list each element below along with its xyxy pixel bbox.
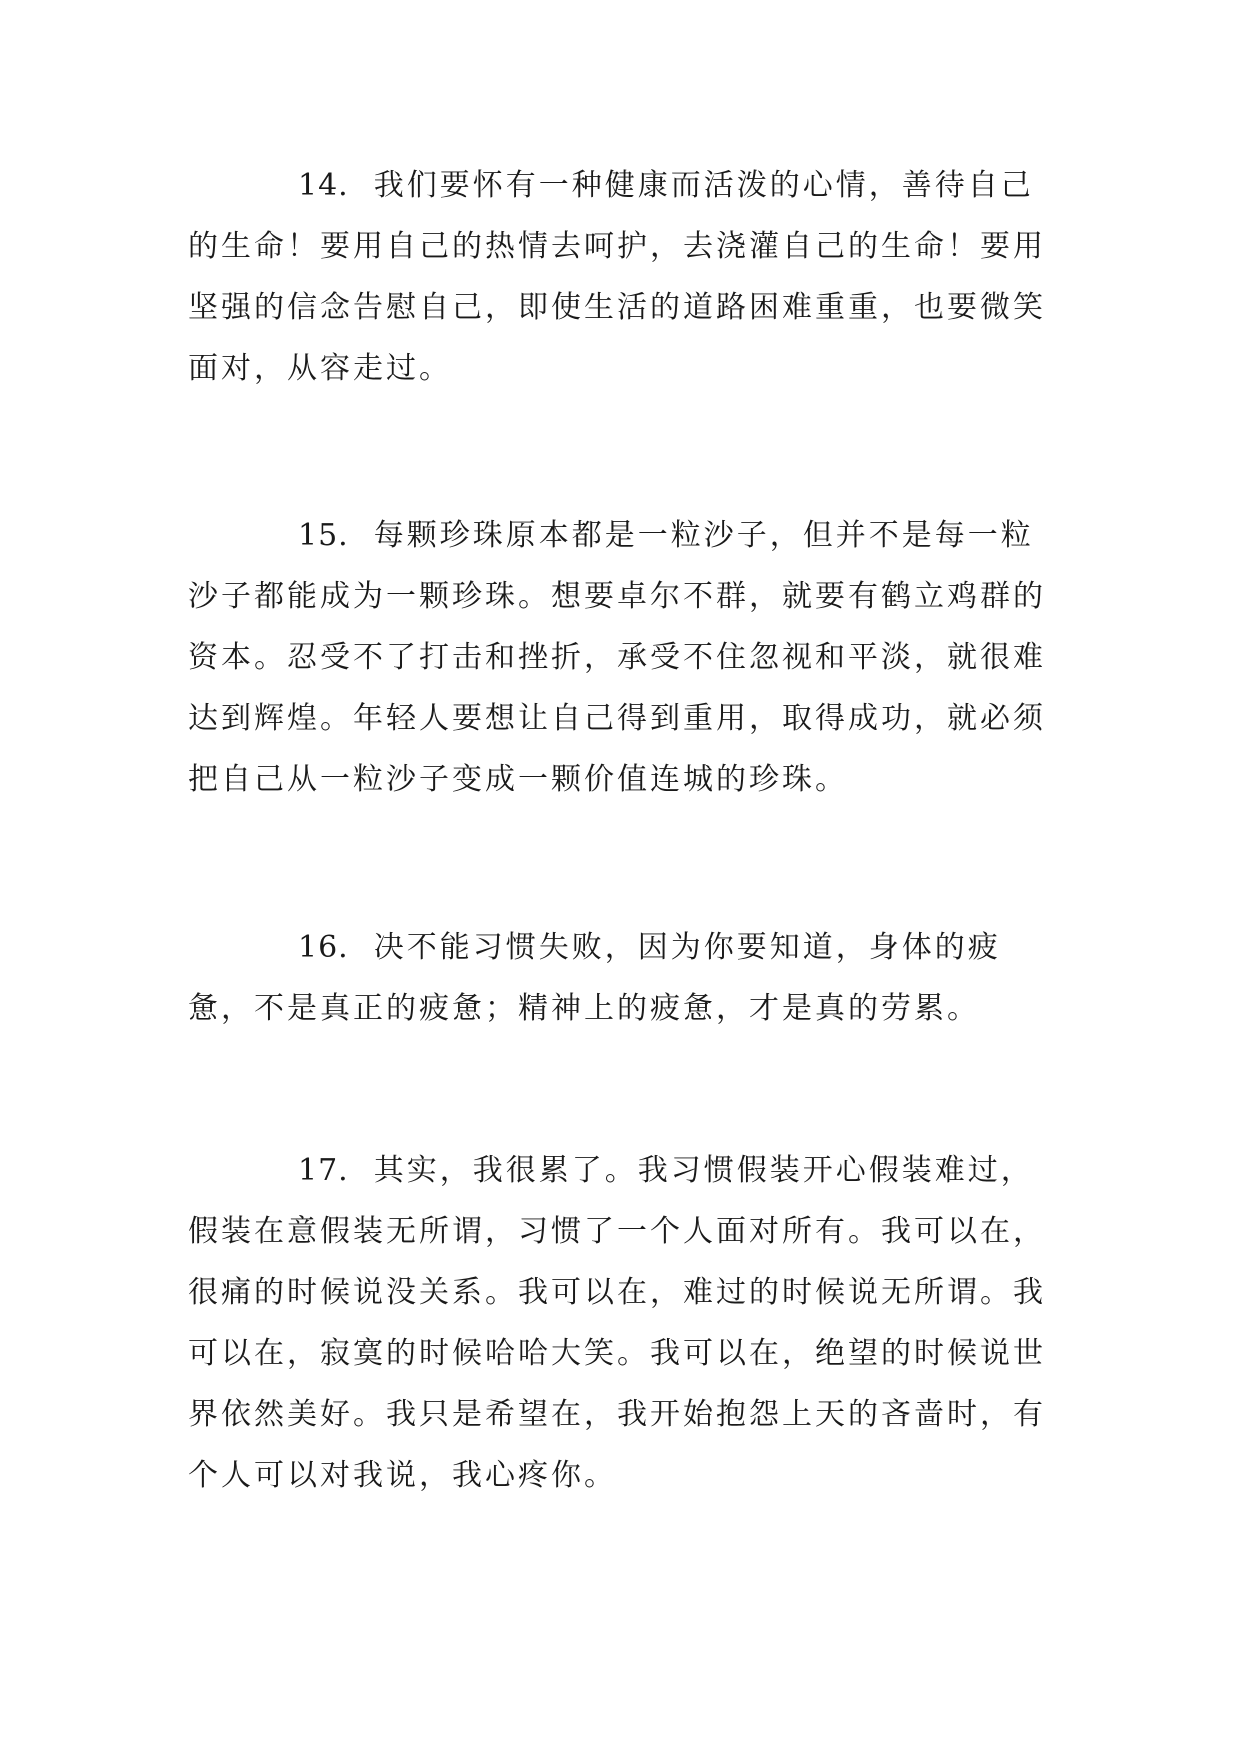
paragraph-number: 16. bbox=[298, 930, 349, 965]
paragraph-text: 每颗珍珠原本都是一粒沙子，但并不是每一粒沙子都能成为一颗珍珠。想要卓尔不群，就要有鹤立鸡群的资本。忍受不了打击和挫折，承受不住忽视和平淡，就很难达到辉煌。年轻人要想让自己得到重用，取得成功，就必须把自己从一粒沙子变成一颗价值连城的珍珠。 bbox=[188, 518, 1046, 797]
paragraph-14 bbox=[188, 155, 1064, 399]
paragraph-text: 我们要怀有一种健康而活泼的心情，善待自己的生命！要用自己的热情去呵护，去浇灌自己的生命！要用坚强的信念告慰自己，即使生活的道路困难重重，也要微笑面对，从容走过。 bbox=[188, 168, 1046, 386]
paragraph-16 bbox=[188, 917, 1064, 1039]
paragraph-number: 14. bbox=[298, 168, 349, 203]
paragraph-17 bbox=[188, 1140, 1064, 1506]
paragraph-text: 决不能习惯失败，因为你要知道，身体的疲惫，不是真正的疲惫；精神上的疲惫，才是真的劳累。 bbox=[188, 930, 1001, 1026]
paragraph-number: 17. bbox=[298, 1153, 349, 1188]
paragraph-text: 其实，我很累了。我习惯假装开心假装难过，假装在意假装无所谓，习惯了一个人面对所有。我可以在，很痛的时候说没关系。我可以在，难过的时候说无所谓。我可以在，寂寞的时候哈哈大笑。我可以在，绝望的时候说世界依然美好。我只是希望在，我开始抱怨上天的吝啬时，有个人可以对我说，我心疼你。 bbox=[188, 1153, 1046, 1493]
paragraph-number: 15. bbox=[298, 518, 349, 553]
paragraph-15 bbox=[188, 505, 1064, 810]
